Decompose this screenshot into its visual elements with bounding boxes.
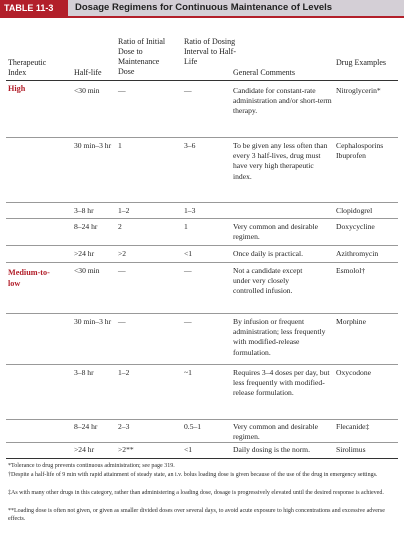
table-title: Dosage Regimens for Continuous Maintenance of Levels	[75, 2, 333, 13]
header-general-comments: General Comments	[233, 68, 295, 77]
cell-drug: Nitroglycerin*	[336, 86, 381, 95]
cell-ratio-interval: 1–3	[184, 206, 196, 215]
cell-ratio-initial: >2	[118, 249, 127, 258]
section-medium-to-low: Medium-to-low	[8, 268, 50, 288]
cell-ratio-interval: 1	[184, 222, 188, 231]
row-divider	[6, 218, 398, 219]
cell-half-life: 3–8 hr	[74, 206, 94, 215]
footnote-tolerance: *Tolerance to drug prevents continuous administration; see page 319.	[8, 463, 175, 469]
header-therapeutic-index: Therapeutic Index	[8, 58, 47, 77]
header-drug-examples: Drug Examples	[336, 58, 386, 67]
cell-ratio-interval: 3–6	[184, 141, 196, 150]
cell-drug: Oxycodone	[336, 368, 372, 377]
cell-ratio-interval: —	[184, 86, 192, 95]
cell-half-life: <30 min	[74, 86, 100, 95]
cell-ratio-initial: 1–2	[118, 368, 130, 377]
cell-comments: Daily dosing is the norm.	[233, 445, 310, 454]
cell-comments: Once daily is practical.	[233, 249, 304, 258]
cell-half-life: 8–24 hr	[74, 222, 98, 231]
row-divider	[6, 313, 398, 314]
cell-drug: Esmolol†	[336, 266, 366, 275]
cell-ratio-initial: —	[118, 317, 126, 326]
cell-drug: Azithromycin	[336, 249, 379, 258]
cell-half-life: 3–8 hr	[74, 368, 94, 377]
header-ratio-initial: Ratio of Initial Dose to Maintenance Dose	[118, 37, 166, 76]
cell-drug: Morphine	[336, 317, 366, 326]
cell-ratio-interval: —	[184, 266, 192, 275]
cell-half-life: 30 min–3 hr	[74, 141, 112, 150]
cell-comments: Not a candidate except under very closely controlled infusion.	[233, 266, 303, 296]
cell-half-life: 30 min–3 hr	[74, 317, 112, 326]
cell-half-life: >24 hr	[74, 445, 95, 454]
cell-comments: Very common and desirable regimen.	[233, 222, 318, 242]
cell-ratio-interval: <1	[184, 445, 193, 454]
cell-ratio-interval: —	[184, 317, 192, 326]
cell-comments: Candidate for constant-rate administration and/or short-term therapy.	[233, 86, 332, 116]
header-ratio-interval: Ratio of Dosing Interval to Half-Life	[184, 37, 236, 66]
cell-comments: By infusion or frequent administration; less frequently with modified-release formulation.	[233, 317, 326, 357]
cell-ratio-initial: >2**	[118, 445, 134, 454]
cell-ratio-initial: 2–3	[118, 422, 130, 431]
cell-drug: Clopidogrel	[336, 206, 373, 215]
row-divider	[6, 245, 398, 246]
cell-ratio-initial: 2	[118, 222, 122, 231]
cell-ratio-interval: 0.5–1	[184, 422, 202, 431]
section-high: High	[8, 84, 26, 93]
table-title-bar	[0, 0, 404, 18]
footnote-rule	[6, 458, 398, 459]
cell-ratio-initial: 1–2	[118, 206, 130, 215]
table-number: TABLE 11-3	[0, 0, 68, 16]
row-divider	[6, 262, 398, 263]
cell-ratio-interval: ~1	[184, 368, 192, 377]
cell-ratio-initial: 1	[118, 141, 122, 150]
cell-comments: Requires 3–4 doses per day, but less frequently with modified-release formulation.	[233, 368, 330, 398]
cell-ratio-initial: —	[118, 266, 126, 275]
cell-half-life: 8–24 hr	[74, 422, 98, 431]
row-divider	[6, 442, 398, 443]
cell-comments: Very common and desirable regimen.	[233, 422, 318, 442]
cell-ratio-initial: —	[118, 86, 126, 95]
header-half-life: Half-life	[74, 68, 102, 77]
cell-drug: Cephalosporins Ibuprofen	[336, 141, 384, 161]
row-divider	[6, 364, 398, 365]
row-divider	[6, 137, 398, 138]
cell-drug: Sirolimus	[336, 445, 366, 454]
row-divider	[6, 202, 398, 203]
row-divider	[6, 419, 398, 420]
footnote-esmolol: †Despite a half-life of 9 min with rapid attainment of steady state, an i.v. bolus loading dose is given because of the use of the drug in emergency settings.	[8, 472, 378, 478]
cell-half-life: >24 hr	[74, 249, 95, 258]
cell-drug: Doxycycline	[336, 222, 375, 231]
cell-ratio-interval: <1	[184, 249, 193, 258]
footnote-flecainide: ‡As with many other drugs in this category, rather than administering a loading dose, dosage is progressively elevated until the desired response is achieved.	[8, 490, 384, 496]
cell-half-life: <30 min	[74, 266, 100, 275]
cell-comments: To be given any less often than every 3 half-lives, drug must have very high therapeutic index.	[233, 141, 328, 181]
cell-drug: Flecanide‡	[336, 422, 370, 431]
footnote-loading-dose: **Loading dose is often not given, or given as smaller divided doses over several days, to avoid acute exposure to high concentrations and excessive adverse effects.	[8, 508, 385, 523]
header-rule	[6, 80, 398, 81]
